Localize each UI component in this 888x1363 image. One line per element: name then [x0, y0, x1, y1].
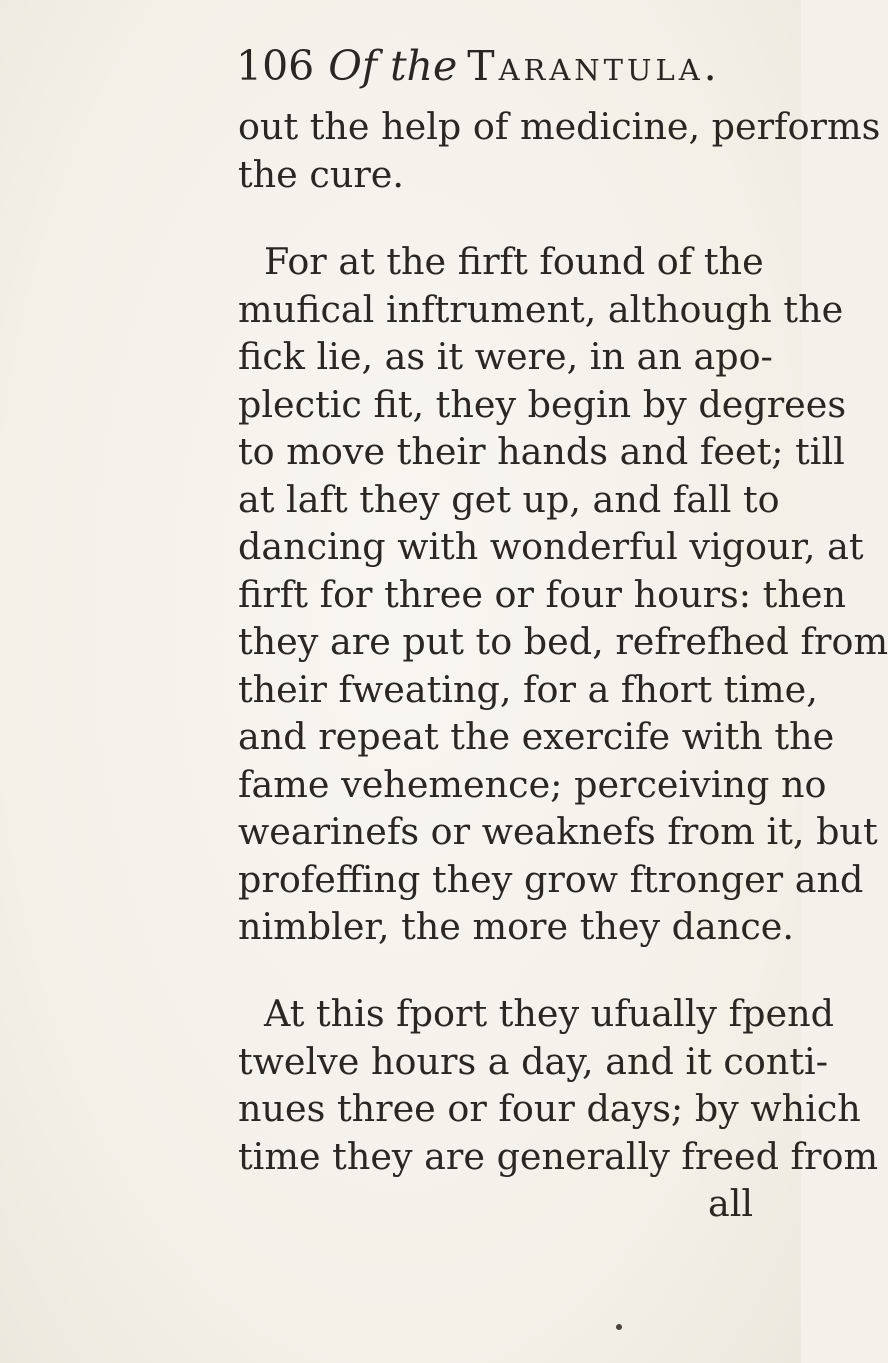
text-line: time they are generally freed from	[238, 1134, 879, 1178]
text-line: For at the firft found of the	[264, 240, 764, 283]
text-line: and repeat the exercife with the	[238, 715, 835, 758]
text-line: twelve hours a day, and it conti-	[238, 1039, 829, 1083]
running-title-italic: Of the	[328, 42, 458, 90]
text-line: nues three or four days; by which	[238, 1087, 861, 1130]
paragraph-3	[238, 990, 879, 1180]
text-line: at laft they get up, and fall to	[238, 477, 780, 521]
text-line: At this fport they ufually fpend	[264, 992, 834, 1035]
text-line: they are put to bed, refrefhed from	[238, 620, 888, 663]
ink-speck	[616, 1324, 622, 1330]
page-number: 106	[236, 42, 315, 90]
text-line: profeffing they grow ftronger and	[238, 857, 864, 901]
text-line: out the help of medicine, performs	[238, 105, 881, 148]
running-header	[236, 38, 721, 94]
text-line: to move their hands and feet; till	[238, 430, 845, 473]
text-line: wearinefs or weaknefs from it, but	[238, 810, 878, 853]
text-line: their fweating, for a fhort time,	[238, 667, 818, 711]
running-title-caps: Tarantula.	[467, 42, 721, 90]
text-line: fick lie, as it were, in an apo-	[238, 335, 773, 378]
text-line: firft for three or four hours: then	[238, 572, 846, 616]
catchword: all	[708, 1182, 754, 1225]
text-line: nimbler, the more they dance.	[238, 905, 794, 948]
text-line: mufical inftrument, although the	[238, 287, 844, 331]
text-line: dancing with wonderful vigour, at	[238, 525, 864, 568]
text-line: the cure.	[238, 152, 404, 196]
paragraph-2	[238, 238, 888, 951]
text-line: plectic fit, they begin by degrees	[238, 382, 847, 426]
text-line: fame vehemence; perceiving no	[238, 762, 827, 806]
paragraph-1	[238, 103, 881, 198]
